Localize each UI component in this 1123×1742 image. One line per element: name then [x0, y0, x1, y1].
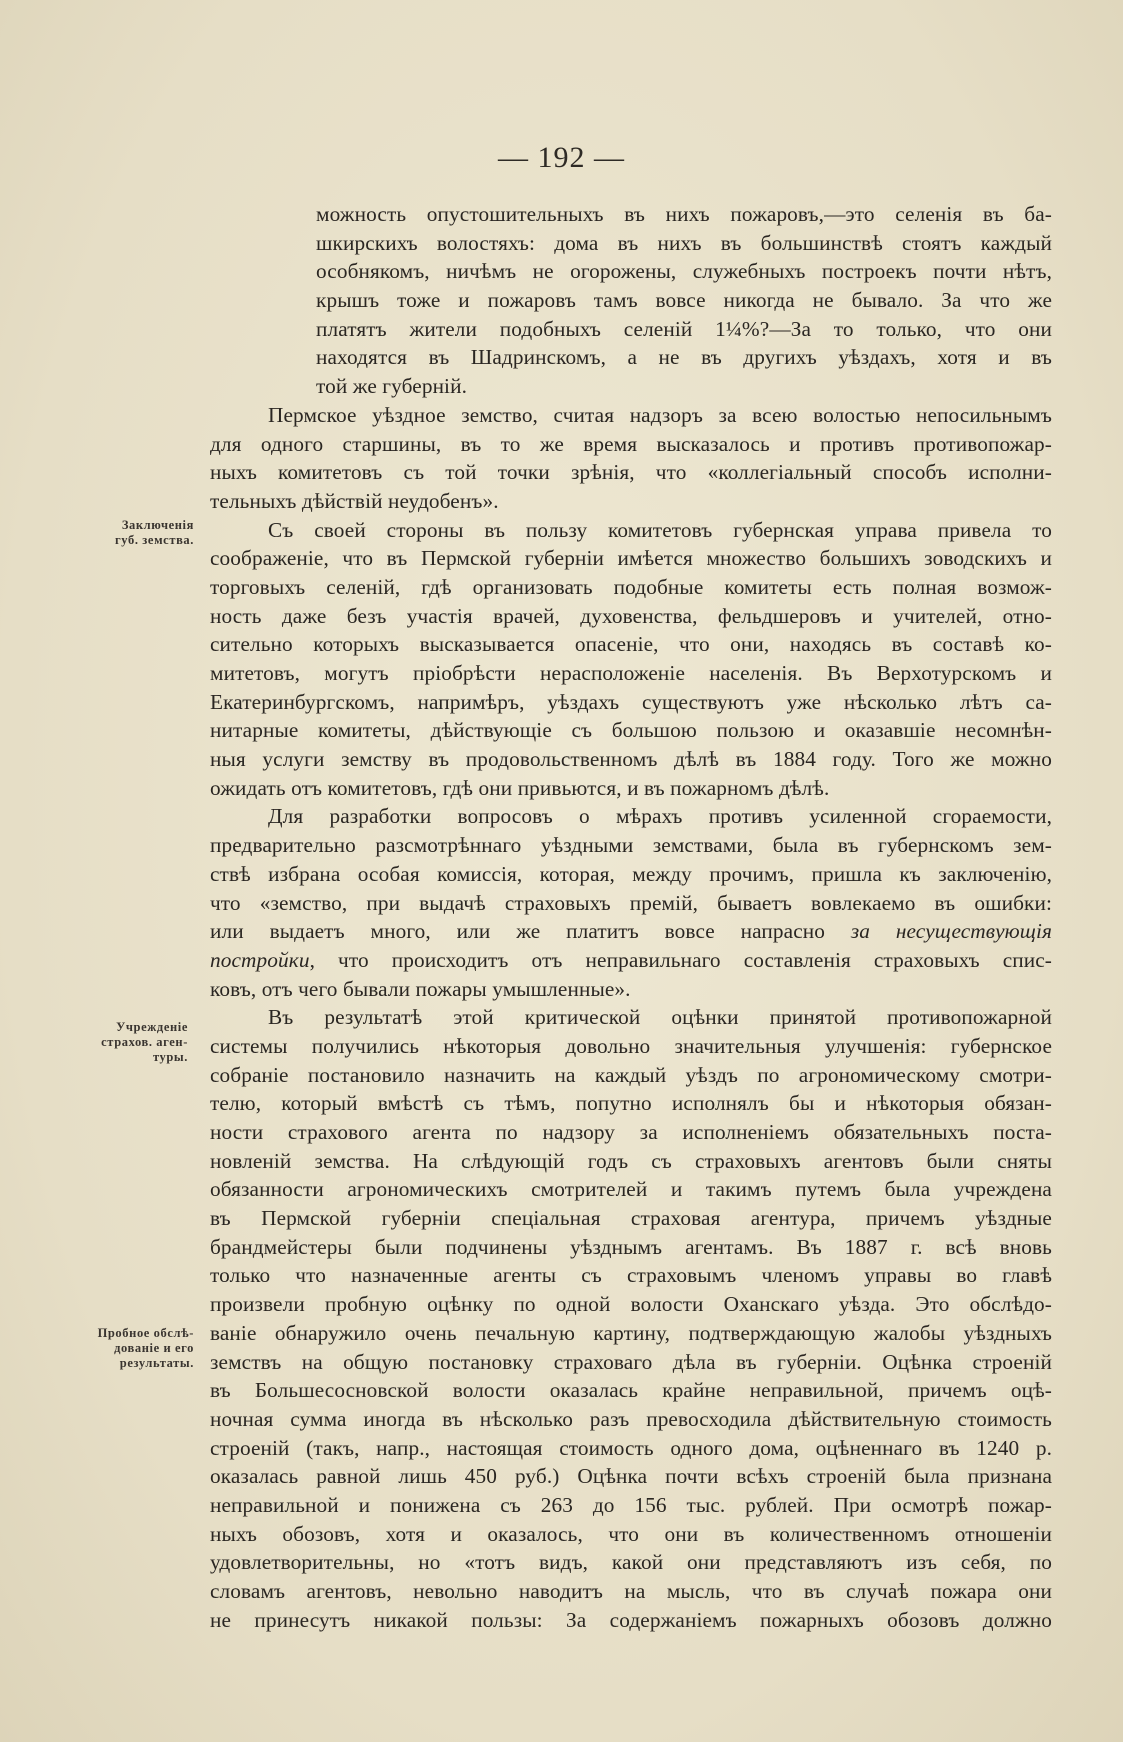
page-number: — 192 —: [498, 141, 625, 174]
text-line: ожидать отъ комитетовъ, гдѣ они привьются, и въ пожарномъ дѣлѣ.: [210, 775, 830, 800]
margin-note-conclusions: [62, 518, 194, 548]
text-line: ныхъ обозовъ, хотя и оказалось, что они въ количественномъ отношеніи: [210, 1521, 1052, 1546]
text-segment: , что происходитъ отъ неправильнаго составленія страховыхъ спис-: [309, 947, 1052, 972]
margin-note-line: страхов. аген-: [101, 1035, 188, 1049]
text-line: торговыхъ селеній, гдѣ организовать подобные комитеты есть полная возмож-: [210, 574, 1052, 599]
text-line: нитарные комитеты, дѣйствующіе съ большою пользою и оказавшіе несомнѣн-: [210, 718, 1052, 743]
body-text: [210, 200, 1052, 1634]
margin-note-line: Заключенія: [121, 518, 194, 532]
text-line: удовлетворительны, но «тотъ видъ, какой они представляютъ изъ себя, по: [210, 1550, 1052, 1575]
text-line: собраніе постановило назначить на каждый уѣздъ по агрономическому смотри-: [210, 1062, 1052, 1087]
margin-note-line: результаты.: [119, 1356, 194, 1370]
text-line: [210, 917, 1052, 946]
text-line: въ Пермской губерніи спеціальная страховая агентура, причемъ уѣздные: [210, 1206, 1052, 1231]
text-line: шкирскихъ волостяхъ: дома въ нихъ въ большинствѣ стоятъ каждый: [316, 230, 1052, 255]
margin-note-line: туры.: [152, 1050, 188, 1064]
text-line: митетовъ, могутъ пріобрѣсти нерасположеніе населенія. Въ Верхотурскомъ и: [210, 661, 1052, 685]
text-line: новленій земства. На слѣдующій годъ съ страховыхъ агентовъ были сняты: [210, 1148, 1052, 1173]
text-line: произвели пробную оцѣнку по одной волости Оханскаго уѣзда. Это обслѣдо-: [210, 1292, 1052, 1317]
text-line: ночная сумма иногда въ нѣсколько разъ превосходила дѣйствительную стоимость: [210, 1406, 1052, 1431]
text-line: крышъ тоже и пожаровъ тамъ вовсе никогда не бывало. За что же: [316, 288, 1052, 313]
text-line: телю, который вмѣстѣ съ тѣмъ, попутно исполнялъ бы и нѣкоторыя обязан-: [210, 1091, 1052, 1116]
text-line: что «земство, при выдачѣ страховыхъ премій, бываетъ вовлекаемо въ ошибки:: [210, 890, 1052, 915]
text-line: особнякомъ, ничѣмъ не огорожены, служебныхъ построекъ почти нѣтъ,: [316, 259, 1052, 284]
text-line: ныя услуги земству въ продовольственномъ дѣлѣ въ 1884 году. Того же можно: [210, 747, 1052, 772]
text-line: ныхъ комитетовъ съ той точки зрѣнія, что «коллегіальный способъ исполни-: [210, 460, 1052, 485]
text-line: неправильной и понижена съ 263 до 156 тыс. рублей. При осмотрѣ пожар-: [210, 1492, 1052, 1517]
paragraph-start: Для разработки вопросовъ о мѣрахъ противъ усиленной сгораемости,: [268, 804, 1052, 829]
text-line: той же губерній.: [316, 374, 468, 399]
text-line: обязанности агрономическихъ смотрителей и такимъ путемъ была учреждена: [210, 1177, 1052, 1202]
paragraph-start: Въ результатѣ этой критической оцѣнки принятой противопожарной: [268, 1005, 1052, 1030]
text-line: ность даже безъ участія врачей, духовенства, фельдшеровъ и учителей, отно-: [210, 603, 1052, 628]
text-line: только что назначенные агенты съ страховымъ членомъ управы во главѣ: [210, 1263, 1052, 1288]
margin-note-line: Пробное обслѣ-: [97, 1326, 194, 1340]
text-line: строеній (такъ, напр., настоящая стоимость одного дома, оцѣненнаго въ 1240 р.: [210, 1435, 1052, 1460]
text-line: предварительно разсмотрѣннаго уѣздными земствами, была въ губернскомъ зем-: [210, 833, 1052, 858]
margin-note-line: дованіе и его: [114, 1341, 194, 1355]
emphasis-text: постройки: [210, 947, 310, 972]
text-line: для одного старшины, въ то же время высказалось и противъ противопожар-: [210, 431, 1052, 456]
text-line: словамъ агентовъ, невольно наводитъ на мысль, что въ случаѣ пожара они: [210, 1579, 1052, 1603]
text-line: платятъ жители подобныхъ селеній 1¼%?—За то только, что они: [316, 316, 1052, 341]
margin-note-survey: [58, 1326, 194, 1371]
margin-note-agency: [62, 1020, 188, 1065]
margin-note-line: Учрежденіе: [116, 1020, 188, 1034]
text-line: тельныхъ дѣйствій неудобенъ».: [210, 488, 499, 513]
emphasis-text: за несуществующія: [850, 919, 1052, 944]
text-line: ности страхового агента по надзору за исполненіемъ обязательныхъ поста-: [210, 1120, 1052, 1144]
text-line: оказалась равной лишь 450 руб.) Оцѣнка почти всѣхъ строеній была признана: [210, 1464, 1052, 1489]
text-line: [210, 946, 1052, 975]
text-line: не принесутъ никакой пользы: За содержаніемъ пожарныхъ обозовъ должно: [210, 1607, 1052, 1632]
text-line: находятся въ Шадринскомъ, а не въ другихъ уѣздахъ, хотя и въ: [316, 345, 1052, 370]
paragraph-start: Съ своей стороны въ пользу комитетовъ губернская управа привела то: [268, 517, 1052, 542]
text-line: Екатеринбургскомъ, напримѣръ, уѣздахъ существуютъ уже нѣсколько лѣтъ са-: [210, 689, 1052, 714]
text-line: сительно которыхъ высказывается опасеніе, что они, находясь въ составѣ ко-: [210, 632, 1052, 657]
text-line: земствъ на общую постановку страховаго дѣла въ губерніи. Оцѣнка строеній: [210, 1349, 1052, 1374]
margin-note-line: губ. земства.: [115, 533, 194, 547]
text-segment: или выдаетъ много, или же платитъ вовсе напрасно: [210, 919, 826, 944]
paragraph-start: Пермское уѣздное земство, считая надзоръ за всею волостью непосильнымъ: [268, 402, 1052, 427]
text-line: соображеніе, что въ Пермской губерніи имѣется множество большихъ зоводскихъ и: [210, 546, 1052, 571]
text-line: можность опустошительныхъ въ нихъ пожаровъ,—это селенія въ ба-: [316, 202, 1052, 226]
text-line: брандмейстеры были подчинены уѣзднымъ агентамъ. Въ 1887 г. всѣ вновь: [210, 1234, 1052, 1259]
text-line: ковъ, отъ чего бывали пожары умышленные».: [210, 976, 631, 1001]
text-line: въ Большесосновской волости оказалась крайне неправильной, причемъ оцѣ-: [210, 1378, 1052, 1403]
text-line: системы получились нѣкоторыя довольно значительныя улучшенія: губернское: [210, 1033, 1052, 1058]
text-line: ваніе обнаружило очень печальную картину, подтверждающую жалобы уѣздныхъ: [210, 1320, 1052, 1345]
text-line: ствѣ избрана особая комиссія, которая, между прочимъ, пришла къ заключенію,: [210, 861, 1052, 886]
